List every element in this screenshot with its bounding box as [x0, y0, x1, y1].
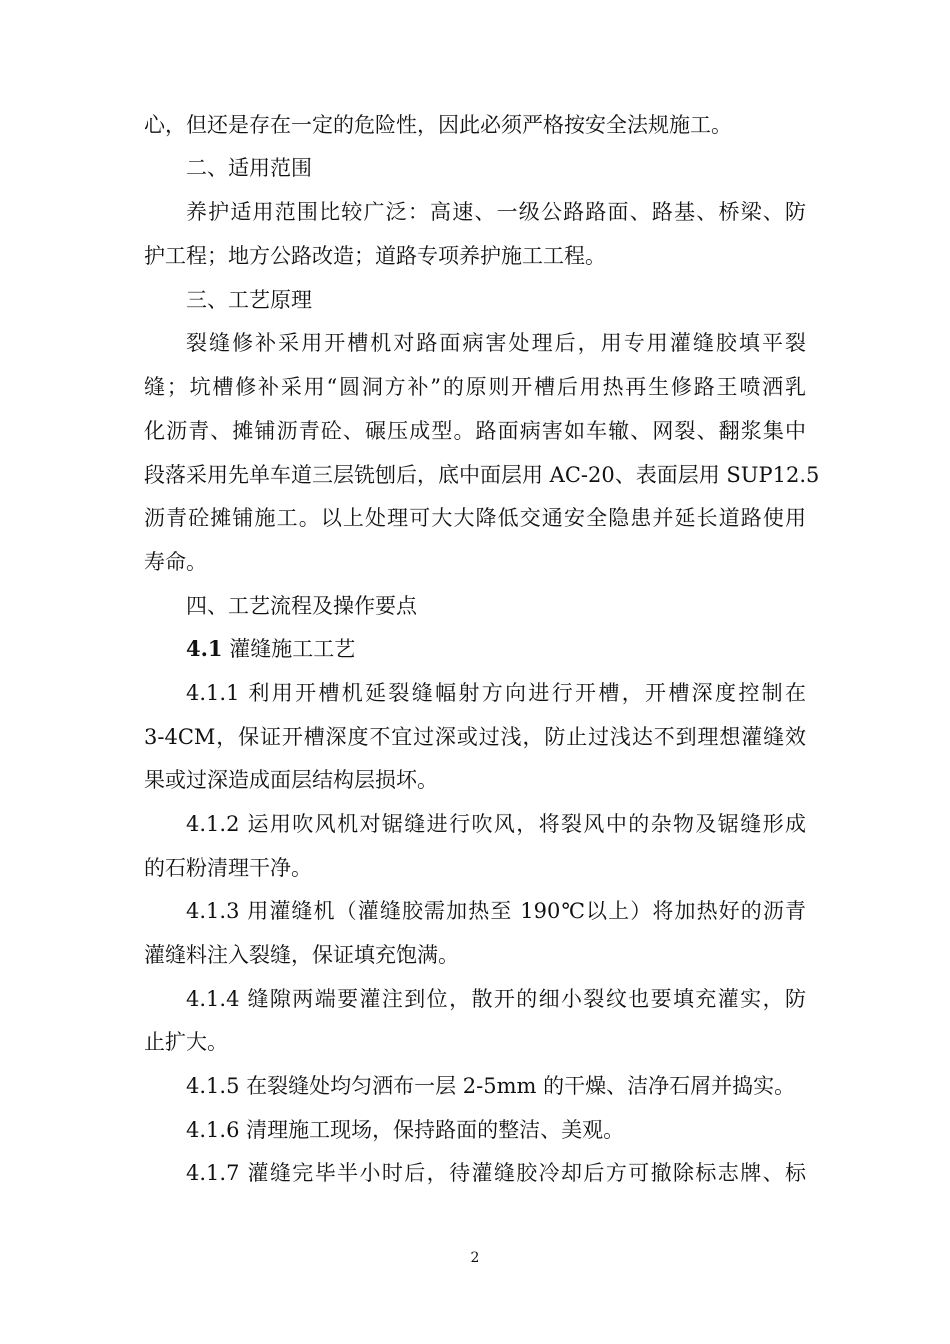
- body-text-line: 的石粉清理干净。: [144, 856, 312, 880]
- body-text-line: 止扩大。: [144, 1030, 228, 1054]
- subsection-number: 4.1: [186, 636, 223, 661]
- subsection-heading: [0, 629, 950, 669]
- body-text-line: 心，但还是存在一定的危险性，因此必须严格按安全法规施工。: [144, 113, 732, 137]
- body-text-line: 沥青砼摊铺施工。以上处理可大大降低交通安全隐患并延长道路使用: [144, 506, 806, 530]
- body-text-line: 4.1.2 运用吹风机对锯缝进行吹风，将裂风中的杂物及锯缝形成: [186, 812, 806, 836]
- body-text-line: 裂缝修补采用开槽机对路面病害处理后，用专用灌缝胶填平裂: [186, 331, 806, 355]
- section-heading-process: 四、工艺流程及操作要点: [186, 594, 417, 618]
- body-text-line: 4.1.7 灌缝完毕半小时后，待灌缝胶冷却后方可撤除标志牌、标: [186, 1161, 806, 1185]
- body-text-line: 段落采用先单车道三层铣刨后，底中面层用 AC-20、表面层用 SUP12.5: [144, 463, 820, 487]
- subsection-title: 灌缝施工工艺: [229, 637, 356, 661]
- body-text-line: 化沥青、摊铺沥青砼、碾压成型。路面病害如车辙、网裂、翻浆集中: [144, 419, 806, 443]
- body-text-line: 4.1.6 清理施工现场，保持路面的整洁、美观。: [186, 1118, 625, 1142]
- body-text-line: 养护适用范围比较广泛：高速、一级公路路面、路基、桥梁、防: [186, 200, 806, 224]
- body-text-line: 4.1.5 在裂缝处均匀洒布一层 2-5mm 的干燥、洁净石屑并捣实。: [186, 1074, 796, 1098]
- body-text-line: 果或过深造成面层结构层损坏。: [144, 768, 438, 792]
- body-text-line: 寿命。: [144, 550, 207, 574]
- body-text-line: 护工程；地方公路改造；道路专项养护施工工程。: [144, 244, 606, 268]
- body-text-line: 4.1.1 利用开槽机延裂缝幅射方向进行开槽，开槽深度控制在: [186, 681, 806, 705]
- section-heading-principle: 三、工艺原理: [186, 288, 312, 312]
- body-text-line: 灌缝料注入裂缝，保证填充饱满。: [144, 943, 459, 967]
- section-heading-scope: 二、适用范围: [186, 156, 312, 180]
- body-text-line: 缝；坑槽修补采用“圆洞方补”的原则开槽后用热再生修路王喷洒乳: [144, 375, 806, 399]
- body-text-line: 4.1.4 缝隙两端要灌注到位，散开的细小裂纹也要填充灌实，防: [186, 987, 806, 1011]
- body-text-line: 3-4CM，保证开槽深度不宜过深或过浅，防止过浅达不到理想灌缝效: [144, 725, 806, 749]
- body-text-line: 4.1.3 用灌缝机（灌缝胶需加热至 190℃以上）将加热好的沥青: [186, 899, 806, 923]
- page-number: 2: [470, 1250, 480, 1266]
